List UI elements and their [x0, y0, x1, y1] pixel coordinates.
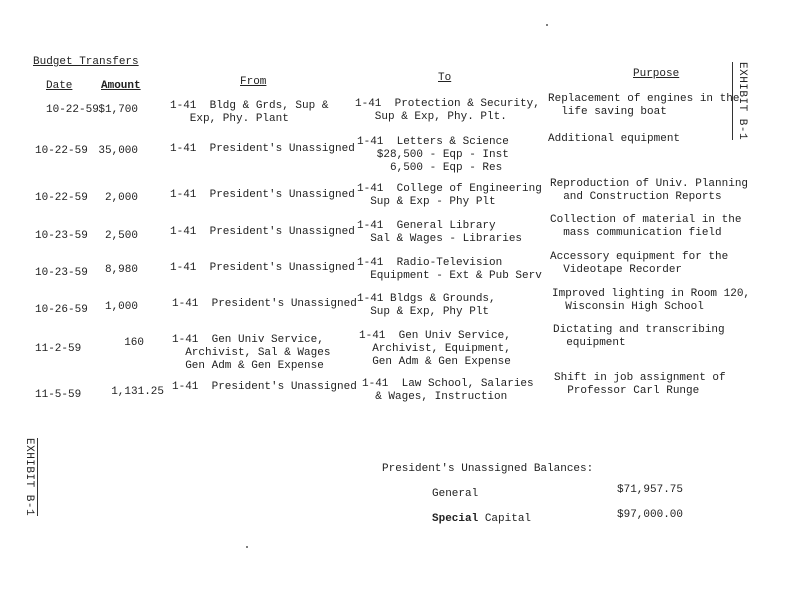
row-amount: $1,700 — [98, 104, 138, 116]
header-date: Date — [46, 80, 73, 92]
scan-speck — [246, 546, 248, 548]
row-from: 1-41 President's Unassigned — [172, 298, 357, 310]
row-date: 10-23-59 — [35, 267, 88, 279]
row-purpose: Dictating and transcribing equipment — [553, 324, 725, 349]
row-amount: 35,000 — [98, 145, 138, 157]
row-from: 1-41 President's Unassigned — [170, 189, 355, 201]
row-date: 10-23-59 — [35, 230, 88, 242]
row-purpose: Replacement of engines in the life saving boat — [548, 93, 740, 118]
row-date: 10-22-59 — [35, 145, 88, 157]
row-amount: 1,000 — [104, 301, 138, 313]
header-to: To — [438, 72, 452, 84]
row-purpose: Reproduction of Univ. Planning and Construction Reports — [550, 178, 749, 203]
row-purpose: Collection of material in the mass communication field — [550, 214, 742, 239]
row-amount: 160 — [124, 337, 144, 349]
row-amount: 2,500 — [104, 230, 138, 242]
row-to: 1-41 Letters & Science $28,500 - Eqp - Inst 6,500 - Eqp - Res — [357, 136, 509, 174]
row-purpose: Shift in job assignment of Professor Carl Runge — [554, 372, 726, 397]
row-from: 1-41 President's Unassigned — [172, 381, 357, 393]
section-title: Budget Transfers — [33, 56, 139, 68]
row-purpose: Accessory equipment for the Videotape Recorder — [550, 251, 729, 276]
row-to: 1-41 Protection & Security, Sup & Exp, Phy. Plt. — [355, 98, 540, 123]
row-from: 1-41 Gen Univ Service, Archivist, Sal & Wages Gen Adm & Gen Expense — [172, 334, 331, 372]
row-to: 1-41 General Library Sal & Wages - Libraries — [357, 220, 523, 245]
row-to: 1-41 Law School, Salaries & Wages, Instruction — [362, 378, 534, 403]
row-purpose: Additional equipment — [548, 133, 681, 145]
row-from: 1-41 President's Unassigned — [170, 143, 355, 155]
special-rest-text: Capital — [478, 513, 532, 525]
row-amount: 2,000 — [104, 192, 138, 204]
exhibit-label-left: EXHIBIT B-1 — [22, 438, 38, 516]
general-value: $71,957.75 — [617, 484, 684, 496]
row-to: 1-41 Radio-Television Equipment - Ext & Pub Serv — [357, 257, 542, 282]
row-date: 10-22-59 — [35, 192, 88, 204]
header-purpose: Purpose — [633, 68, 680, 80]
row-from: 1-41 Bldg & Grds, Sup & Exp, Phy. Plant — [170, 100, 329, 125]
row-date: 11-5-59 — [35, 389, 82, 401]
row-date: 11-2-59 — [35, 343, 82, 355]
row-amount: 1,131.25 — [111, 386, 164, 398]
special-capital-value: $97,000.00 — [617, 509, 684, 521]
header-from: From — [240, 76, 267, 88]
row-to: 1-41 Bldgs & Grounds, Sup & Exp, Phy Plt — [357, 293, 496, 318]
row-from: 1-41 President's Unassigned — [170, 262, 355, 274]
row-purpose: Improved lighting in Room 120, Wisconsin High School — [552, 288, 751, 313]
row-from: 1-41 President's Unassigned — [170, 226, 355, 238]
header-amount: Amount — [101, 80, 141, 92]
row-amount: 8,980 — [104, 264, 138, 276]
row-date: 10-22-59 — [46, 104, 99, 116]
row-to: 1-41 College of Engineering Sup & Exp - Phy Plt — [357, 183, 542, 208]
general-label: General — [432, 488, 479, 500]
row-to: 1-41 Gen Univ Service, Archivist, Equipment, Gen Adm & Gen Expense — [359, 330, 511, 368]
row-date: 10-26-59 — [35, 304, 88, 316]
special-bold-text: Special — [432, 513, 479, 525]
scan-speck — [546, 24, 548, 26]
balances-title: President's Unassigned Balances: — [382, 463, 594, 475]
exhibit-label-right: EXHIBIT B-1 — [732, 62, 748, 140]
special-capital-label — [432, 513, 531, 526]
